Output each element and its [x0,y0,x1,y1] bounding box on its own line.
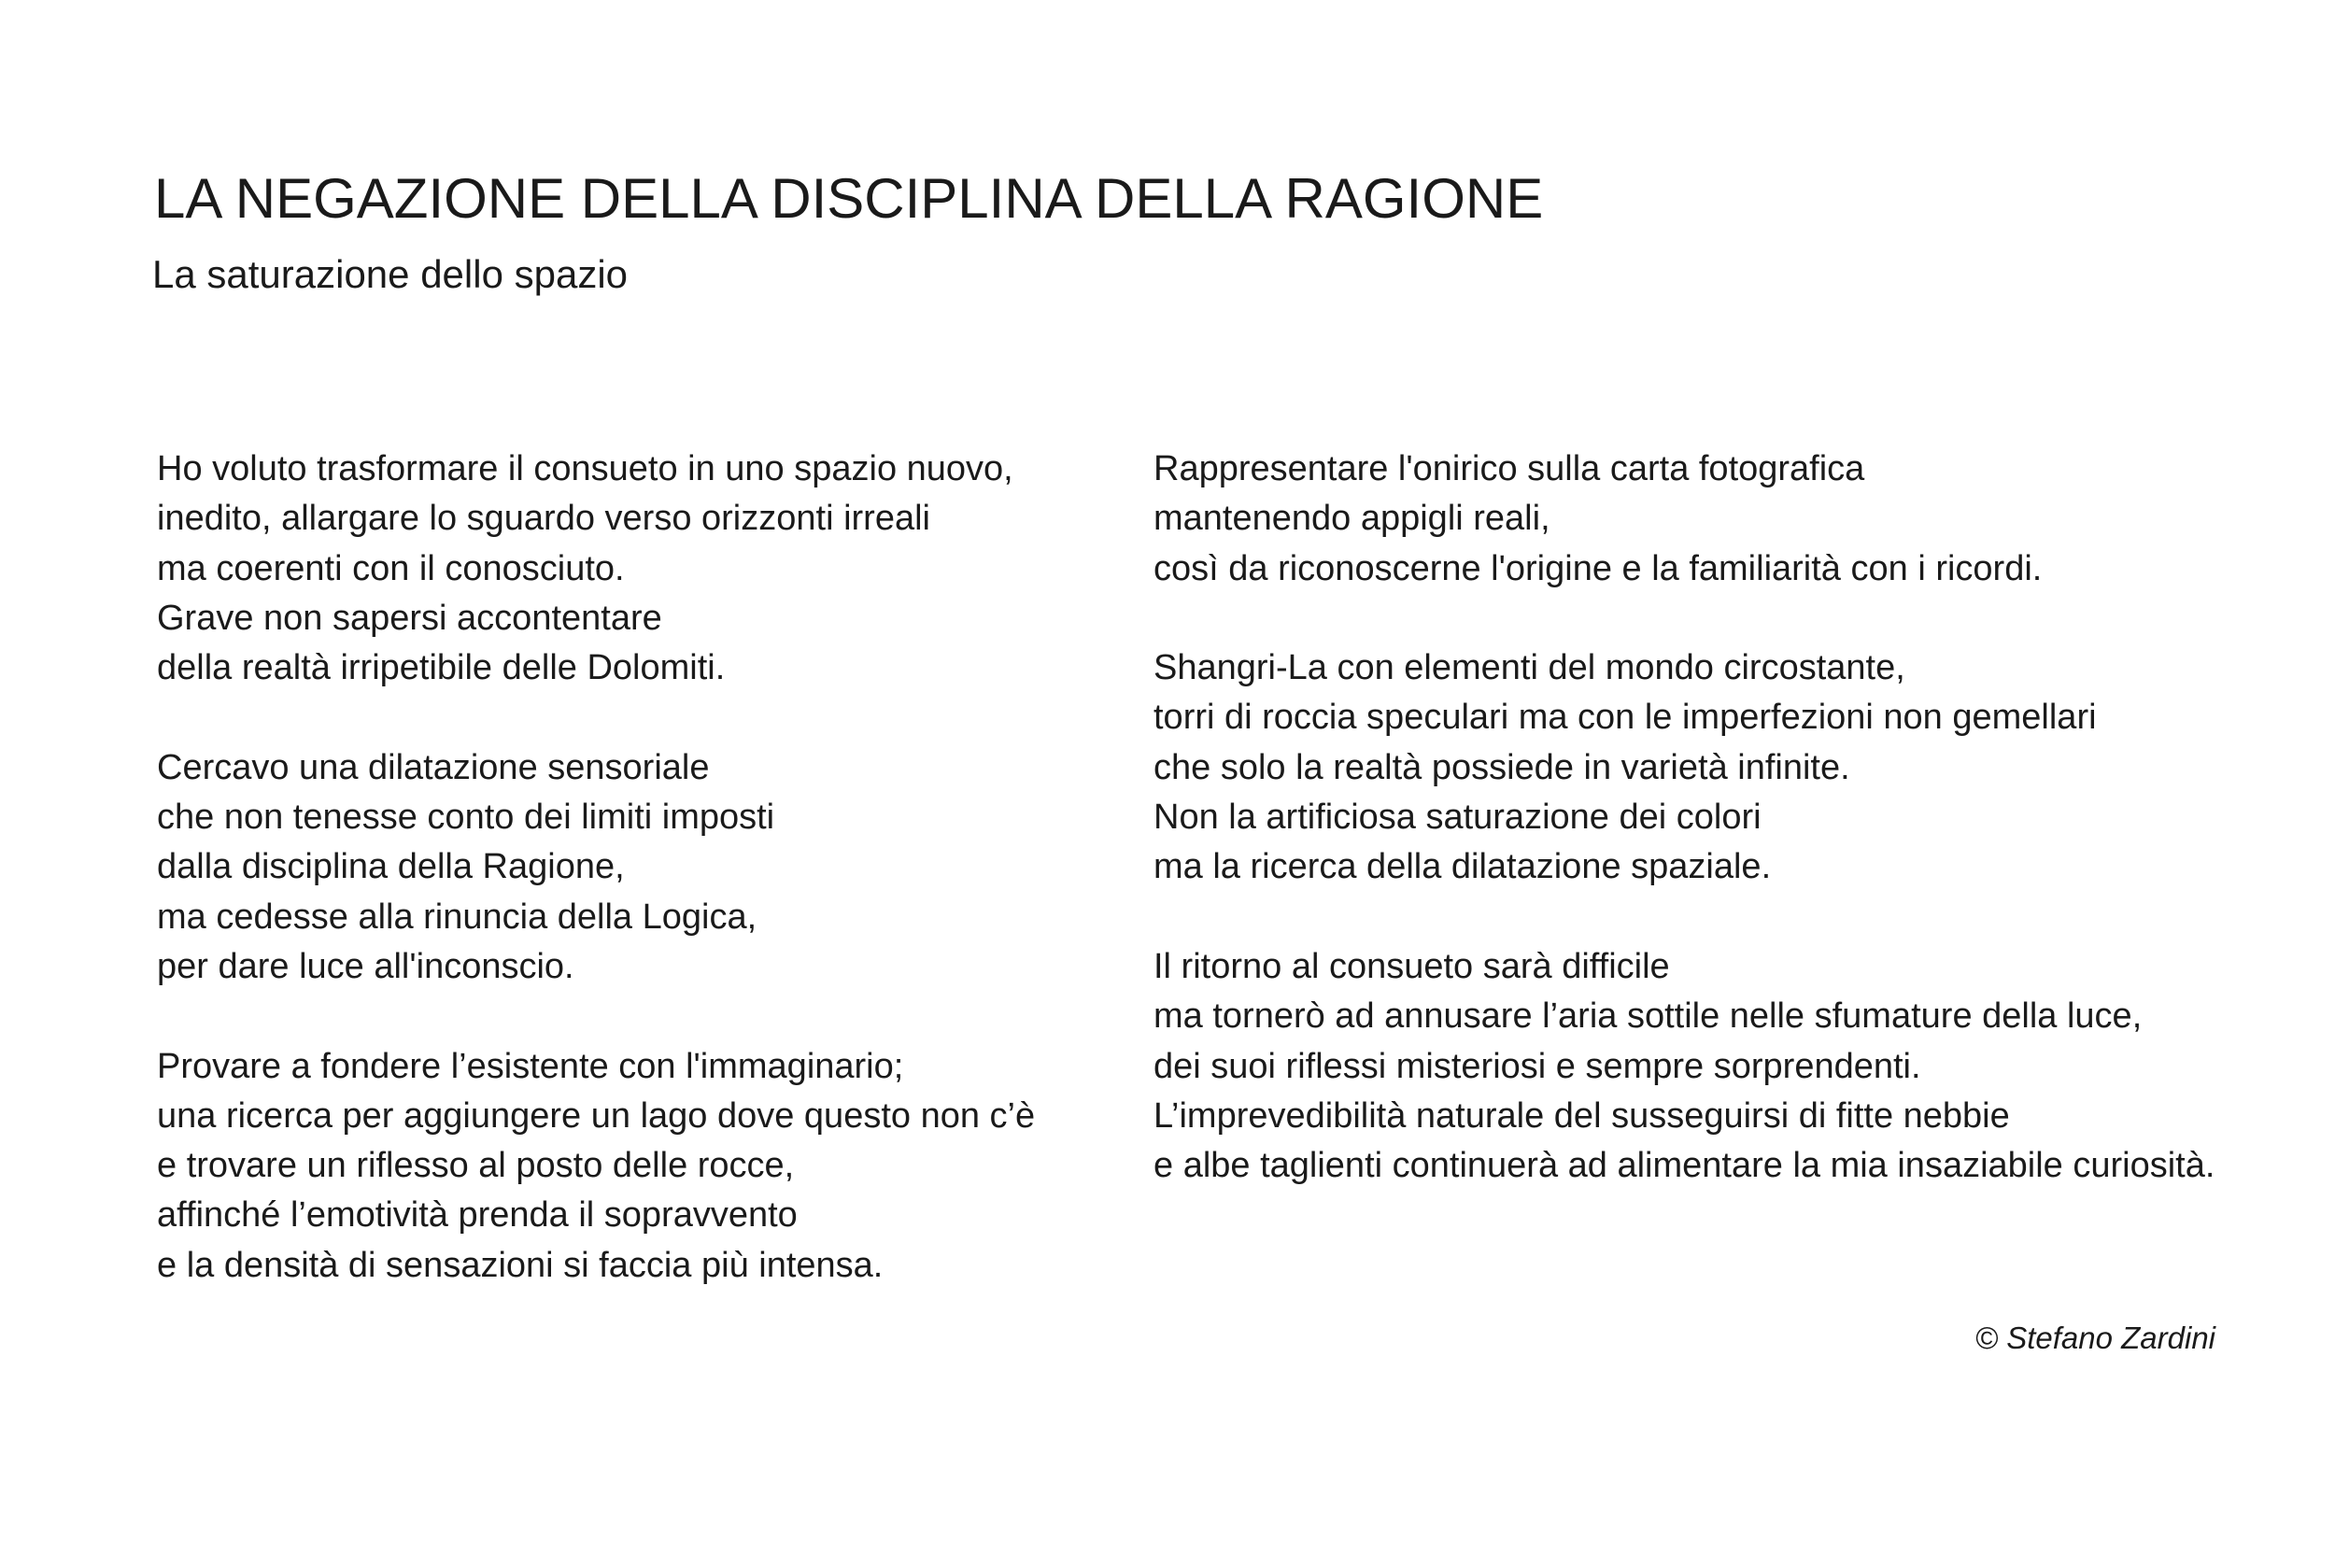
stanza [1153,643,2312,892]
page-subtitle: La saturazione dello spazio [152,252,629,296]
text-line: Non la artificiosa saturazione dei colori [1153,798,1762,838]
left-text-column [157,445,1128,1340]
text-line: Grave non sapersi accontentare [157,598,662,638]
text-line: Ho voluto trasformare il consueto in uno spazio nuovo, [157,449,1013,488]
text-line: dei suoi riflessi misteriosi e sempre sorprendenti. [1153,1046,1921,1086]
text-line: mantenendo appigli reali, [1153,499,1550,539]
text-line: e albe taglienti continuerà ad alimentare la mia insaziabile curiosità. [1153,1146,2215,1186]
text-line: e trovare un riflesso al posto delle rocce, [157,1146,795,1186]
text-line: torri di roccia speculari ma con le imperfezioni non gemellari [1153,698,2097,738]
text-line: inedito, allargare lo sguardo verso orizzonti irreali [157,499,930,539]
text-line: Provare a fondere l’esistente con l'immaginario; [157,1046,904,1086]
text-line: Shangri-La con elementi del mondo circostante, [1153,648,1905,688]
text-line: Il ritorno al consueto sarà difficile [1153,946,1670,986]
text-line: dalla disciplina della Ragione, [157,847,625,887]
stanza [157,445,1128,693]
text-line: ma tornerò ad annusare l’aria sottile nelle sfumature della luce, [1153,996,2143,1037]
text-line: ma la ricerca della dilatazione spaziale. [1153,847,1772,887]
copyright-credit: © Stefano Zardini [1974,1321,2215,1355]
text-line: così da riconoscerne l'origine e la familiarità con i ricordi. [1153,548,2043,588]
text-line: L’imprevedibilità naturale del susseguirsi di fitte nebbie [1153,1095,2010,1136]
text-line: ma cedesse alla rinuncia della Logica, [157,897,757,937]
page-title: LA NEGAZIONE DELLA DISCIPLINA DELLA RAGIONE [154,167,1544,230]
text-line: affinché l’emotività prenda il sopravvento [157,1195,798,1236]
stanza [157,743,1128,992]
text-line: Rappresentare l'onirico sulla carta fotografica [1153,449,1865,488]
text-line: per dare luce all'inconscio. [157,946,574,986]
stanza [1153,942,2312,1191]
text-line: che solo la realtà possiede in varietà infinite. [1153,747,1850,787]
stanza [157,1042,1128,1291]
text-line: che non tenesse conto dei limiti imposti [157,798,775,838]
text-line: una ricerca per aggiungere un lago dove questo non c’è [157,1095,1036,1136]
text-line: della realtà irripetibile delle Dolomiti. [157,648,726,688]
right-text-column [1153,445,2312,1241]
text-line: Cercavo una dilatazione sensoriale [157,747,710,787]
text-line: ma coerenti con il conosciuto. [157,548,625,588]
text-line: e la densità di sensazioni si faccia più intensa. [157,1245,884,1285]
stanza [1153,445,2312,594]
